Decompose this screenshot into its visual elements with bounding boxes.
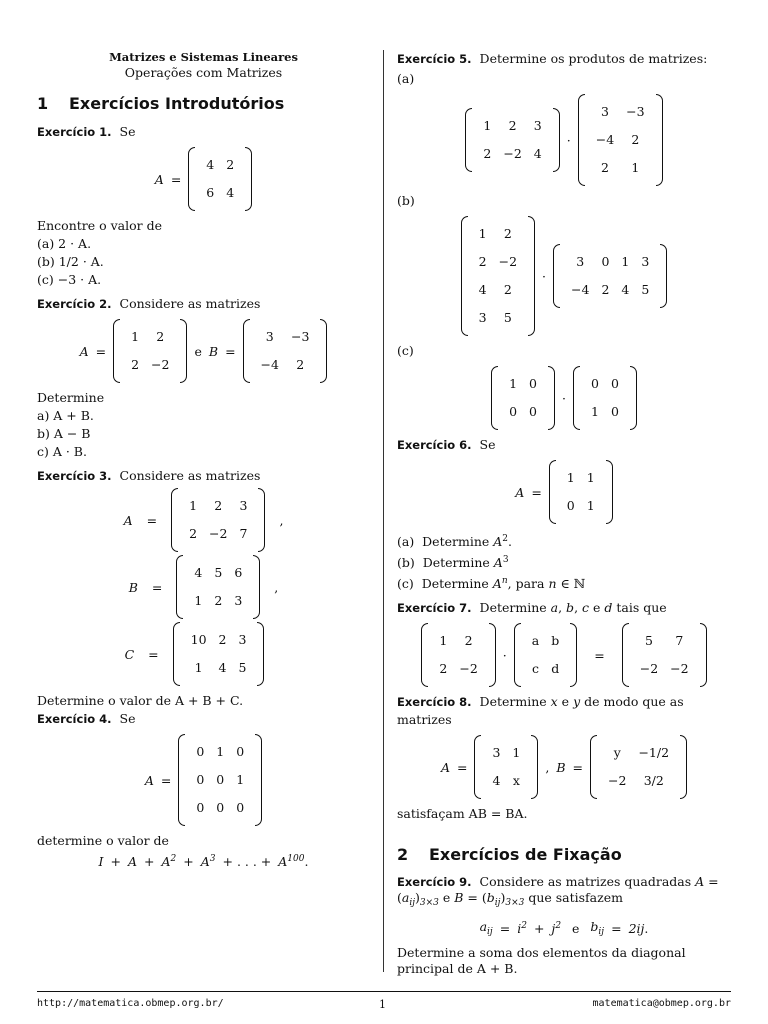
matrix-cell: 0 — [566, 498, 575, 513]
document-subtitle: Operações com Matrizes — [124, 65, 283, 80]
matrix-cell: −4 — [595, 132, 615, 147]
matrix-left-paren — [113, 319, 120, 383]
matrix-cell: 5 — [503, 310, 512, 325]
ex4-matrix-equation: A = 0 1 0 0 0 1 0 0 0 — [37, 734, 370, 826]
ex9-definition: $a_{ij}$ = $i^2$ + $j^2$ e $b_{ij}$ = 2ij. — [479, 919, 649, 937]
matrix-cell: 1 — [566, 470, 575, 485]
matrix-cell: 0 — [216, 772, 225, 787]
ex1-matrix-a — [188, 147, 252, 211]
section-heading-2: 2 Exercícios de Fixação — [397, 845, 622, 864]
matrix-right-paren — [245, 147, 252, 211]
matrix-left-paren — [176, 555, 183, 619]
matrix-cell: 0 — [216, 800, 225, 815]
matrix-right-paren — [656, 94, 663, 186]
ex5a-matrix-1 — [465, 108, 559, 172]
ex1-item-b: (b) 1/2 · A. — [37, 254, 104, 269]
left-column — [37, 50, 370, 875]
matrix-cell: 2 — [131, 357, 140, 372]
matrix-left-paren — [243, 319, 250, 383]
ex8-matrix-equation: A = 3 1 4 x , B = y −1/2 −2 3/2 — [397, 735, 731, 799]
matrix-left-paren — [171, 488, 178, 552]
ex4-matrix-a — [178, 734, 262, 826]
matrix-left-paren — [514, 623, 521, 687]
matrix-cell: d — [551, 661, 560, 676]
matrix-cell: −4 — [571, 282, 590, 297]
matrix-cell: x — [512, 773, 520, 788]
ex3-matrix-c-eq: C = 10 2 3 1 4 5 — [37, 622, 370, 686]
matrix-right-paren — [255, 734, 262, 826]
ex5-part-c-label: (c) — [397, 343, 414, 358]
matrix-right-paren — [253, 555, 260, 619]
matrix-right-paren — [548, 366, 555, 430]
matrix-cell: 2 — [600, 160, 609, 175]
ex5c-matrix-2 — [573, 366, 637, 430]
matrix-cell: −3 — [626, 104, 645, 119]
matrix-cell: b — [551, 633, 560, 648]
matrix-cell: 0 — [590, 376, 599, 391]
matrix-cell: −2 — [459, 661, 478, 676]
matrix-left-paren — [465, 108, 472, 172]
matrix-cell: 4 — [533, 146, 542, 161]
matrix-cell: 4 — [206, 157, 215, 172]
matrix-left-paren — [622, 623, 629, 687]
exercise-6: Exercício 6. Se — [397, 437, 496, 452]
exercise-8: Exercício 8. Determine x e y de modo que as matrizes — [397, 694, 684, 727]
ex6-matrix-equation: A = 1 1 0 1 — [397, 460, 731, 524]
ex8-matrix-b — [590, 735, 687, 799]
matrix-left-paren — [578, 94, 585, 186]
matrix-left-paren — [549, 460, 556, 524]
matrix-cell: 0 — [236, 744, 245, 759]
matrix-left-paren — [590, 735, 597, 799]
matrix-cell: 5 — [644, 633, 653, 648]
matrix-cell: 2 — [439, 661, 448, 676]
matrix-cell: 1 — [631, 160, 640, 175]
matrix-right-paren — [630, 366, 637, 430]
matrix-right-paren — [258, 488, 265, 552]
exercise-4: Exercício 4. Se — [37, 711, 136, 726]
ex5-part-a-label: (a) — [397, 71, 415, 86]
matrix-cell: 4 — [621, 282, 630, 297]
ex2-item-a: a) A + B. — [37, 408, 94, 423]
exercise-9: Exercício 9. Considere as matrizes quadradas $A = (a_{ij})_{3\times 3}$ e $B = (b_{ij})_{3\times 3}$ que satisfazem — [397, 874, 719, 908]
matrix-cell: 0 — [509, 404, 518, 419]
matrix-right-paren — [528, 216, 535, 336]
ex2-item-c: c) A · B. — [37, 444, 87, 459]
matrix-right-paren — [320, 319, 327, 383]
matrix-left-paren — [461, 216, 468, 336]
matrix-cell: 2 — [503, 282, 512, 297]
ex2-matrix-equation: A = 1 2 2 −2 e B = 3 −3 −4 2 — [37, 319, 370, 383]
matrix-right-paren — [553, 108, 560, 172]
ex2-matrix-b — [243, 319, 328, 383]
right-column — [397, 50, 731, 977]
ex8-outro: satisfaçam AB = BA. — [397, 806, 528, 821]
ex8-matrix-a — [474, 735, 538, 799]
footer-url: http://matematica.obmep.org.br/ — [37, 998, 224, 1009]
matrix-cell: 7 — [239, 526, 248, 541]
matrix-cell: 2 — [503, 226, 512, 241]
matrix-cell: 3/2 — [643, 773, 664, 788]
ex7-matrix-result — [622, 623, 707, 687]
ex4-power-sum: I + A + $A^2$ + $A^3$ + . . . + $A^{100}$. — [98, 854, 309, 869]
ex6-matrix-a — [549, 460, 613, 524]
matrix-cell: 5 — [641, 282, 650, 297]
column-divider — [383, 50, 384, 972]
matrix-left-paren — [421, 623, 428, 687]
matrix-cell: 2 — [483, 146, 492, 161]
matrix-cell: 1 — [216, 744, 225, 759]
ex7-matrix-1 — [421, 623, 495, 687]
matrix-cell: 0 — [196, 772, 205, 787]
ex1-item-a: (a) 2 · A. — [37, 236, 92, 251]
ex3-matrix-b — [176, 555, 260, 619]
matrix-cell: 5 — [214, 565, 223, 580]
matrix-cell: 3 — [478, 310, 487, 325]
matrix-cell: c — [531, 661, 539, 676]
matrix-cell: 2 — [464, 633, 473, 648]
matrix-cell: 3 — [234, 593, 243, 608]
matrix-cell: 0 — [529, 376, 537, 391]
matrix-cell: 2 — [478, 254, 487, 269]
matrix-cell: 1 — [586, 470, 595, 485]
matrix-cell: −2 — [639, 661, 659, 676]
matrix-cell: 0 — [610, 404, 619, 419]
matrix-right-paren — [531, 735, 538, 799]
matrix-cell: 2 — [156, 329, 165, 344]
ex9-prompt: Determine a soma dos elementos da diagonal principal de A + B. — [397, 945, 686, 976]
exercise-5: Exercício 5. Determine os produtos de matrizes: — [397, 51, 708, 66]
ex3-matrix-b-eq: B = 4 5 6 1 2 3 , — [37, 555, 370, 619]
ex5-part-b-product: 1 2 2 −2 4 2 3 5 · 3 0 1 3 −4 2 4 5 — [397, 216, 731, 336]
matrix-cell: 0 — [601, 254, 610, 269]
matrix-cell: 0 — [610, 376, 619, 391]
ex4-prompt: determine o valor de — [37, 833, 169, 848]
matrix-cell: 1 — [194, 593, 203, 608]
matrix-cell: 2 — [214, 498, 223, 513]
matrix-cell: 1 — [586, 498, 595, 513]
matrix-cell: 3 — [576, 254, 585, 269]
matrix-cell: 1 — [483, 118, 492, 133]
ex2-matrix-a — [113, 319, 187, 383]
page-number: 1 — [379, 998, 386, 1011]
matrix-right-paren — [660, 244, 667, 308]
matrix-right-paren — [700, 623, 707, 687]
matrix-cell: 1 — [189, 498, 198, 513]
exercise-7: Exercício 7. Determine a, b, c e d tais que — [397, 600, 667, 615]
matrix-cell: 3 — [641, 254, 650, 269]
matrix-left-paren — [188, 147, 195, 211]
ex3-matrix-a-eq: A = 1 2 3 2 −2 7 , — [37, 488, 370, 552]
document-header — [37, 50, 370, 80]
ex5-part-b-label: (b) — [397, 193, 415, 208]
matrix-right-paren — [606, 460, 613, 524]
matrix-right-paren — [180, 319, 187, 383]
matrix-cell: 2 — [508, 118, 517, 133]
ex1-matrix-equation: A = 4 2 6 4 — [37, 147, 370, 211]
matrix-cell: 2 — [601, 282, 610, 297]
matrix-cell: 6 — [206, 185, 215, 200]
matrix-cell: 2 — [189, 526, 198, 541]
section-heading-1: 1 Exercícios Introdutórios — [37, 94, 285, 113]
exercise-3: Exercício 3. Considere as matrizes — [37, 468, 261, 483]
matrix-right-paren — [489, 623, 496, 687]
matrix-cell: −3 — [290, 329, 310, 344]
matrix-cell: 3 — [600, 104, 609, 119]
matrix-right-paren — [680, 735, 687, 799]
matrix-cell: 0 — [196, 744, 205, 759]
matrix-cell: −2 — [670, 661, 689, 676]
matrix-cell: −2 — [498, 254, 518, 269]
matrix-cell: 7 — [675, 633, 684, 648]
matrix-cell: 1 — [590, 404, 599, 419]
matrix-cell: 3 — [533, 118, 542, 133]
matrix-left-paren — [553, 244, 560, 308]
matrix-left-paren — [573, 366, 580, 430]
matrix-left-paren — [474, 735, 481, 799]
matrix-cell: 1 — [512, 745, 521, 760]
matrix-cell: 1 — [478, 226, 487, 241]
matrix-cell: 1 — [621, 254, 630, 269]
ex5b-matrix-1 — [461, 216, 535, 336]
matrix-cell: 5 — [238, 660, 247, 675]
matrix-cell: −2 — [503, 146, 522, 161]
ex6-item-c: (c) Determine $A^n$, para n ∈ ℕ — [397, 576, 586, 591]
ex7-matrix-equation: 1 2 2 −2 · a b c d = 5 7 −2 −2 — [397, 623, 731, 687]
matrix-cell: −2 — [151, 357, 170, 372]
matrix-left-paren — [491, 366, 498, 430]
matrix-cell: −2 — [209, 526, 228, 541]
ex5-part-c-product: 1 0 0 0 · 0 0 1 0 — [397, 366, 731, 430]
matrix-cell: 2 — [226, 157, 235, 172]
ex5-part-a-product: 1 2 3 2 −2 4 · 3 −3 −4 2 2 1 — [397, 94, 731, 186]
matrix-cell: 0 — [196, 800, 205, 815]
ex3-prompt: Determine o valor de A + B + C. — [37, 693, 244, 708]
ex3-matrix-a — [171, 488, 265, 552]
matrix-cell: 3 — [265, 329, 274, 344]
matrix-cell: 3 — [239, 498, 248, 513]
matrix-cell: −1/2 — [638, 745, 670, 760]
matrix-cell: a — [531, 633, 540, 648]
exercise-2: Exercício 2. Considere as matrizes — [37, 296, 261, 311]
matrix-right-paren — [570, 623, 577, 687]
matrix-cell: 0 — [529, 404, 537, 419]
footer-email: matematica@obmep.org.br — [592, 998, 731, 1009]
matrix-cell: 1 — [439, 633, 448, 648]
matrix-cell: 1 — [194, 660, 203, 675]
ex5a-matrix-2 — [578, 94, 663, 186]
ex7-matrix-unknowns — [514, 623, 577, 687]
ex1-prompt: Encontre o valor de — [37, 218, 163, 233]
matrix-left-paren — [173, 622, 180, 686]
matrix-cell: 6 — [234, 565, 243, 580]
ex2-prompt: Determine — [37, 390, 105, 405]
matrix-cell: 1 — [509, 376, 518, 391]
matrix-cell: y — [613, 745, 621, 760]
matrix-cell: 2 — [214, 593, 223, 608]
matrix-cell: 1 — [236, 772, 245, 787]
matrix-cell: 2 — [218, 632, 227, 647]
matrix-cell: 4 — [218, 660, 227, 675]
matrix-right-paren — [257, 622, 264, 686]
matrix-cell: 4 — [226, 185, 235, 200]
ex3-matrix-c — [173, 622, 265, 686]
ex5b-matrix-2 — [553, 244, 667, 308]
matrix-left-paren — [178, 734, 185, 826]
matrix-cell: −2 — [608, 773, 627, 788]
ex5c-matrix-1 — [491, 366, 555, 430]
matrix-cell: 2 — [631, 132, 640, 147]
matrix-cell: 10 — [190, 632, 207, 647]
matrix-cell: 1 — [131, 329, 140, 344]
matrix-cell: 3 — [492, 745, 501, 760]
ex6-item-b: (b) Determine $A^3$ — [397, 555, 509, 570]
page-footer — [37, 991, 731, 1011]
matrix-cell: 3 — [238, 632, 247, 647]
document-title: Matrizes e Sistemas Lineares — [109, 50, 298, 64]
matrix-cell: 0 — [236, 800, 245, 815]
exercise-1: Exercício 1. Se — [37, 124, 136, 139]
ex2-item-b: b) A − B — [37, 426, 91, 441]
matrix-cell: 2 — [296, 357, 305, 372]
matrix-cell: −4 — [260, 357, 279, 372]
matrix-cell: 4 — [194, 565, 203, 580]
matrix-cell: 4 — [478, 282, 487, 297]
matrix-cell: 4 — [492, 773, 501, 788]
ex6-item-a: (a) Determine $A^2$. — [397, 534, 512, 549]
ex1-item-c: (c) −3 · A. — [37, 272, 102, 287]
